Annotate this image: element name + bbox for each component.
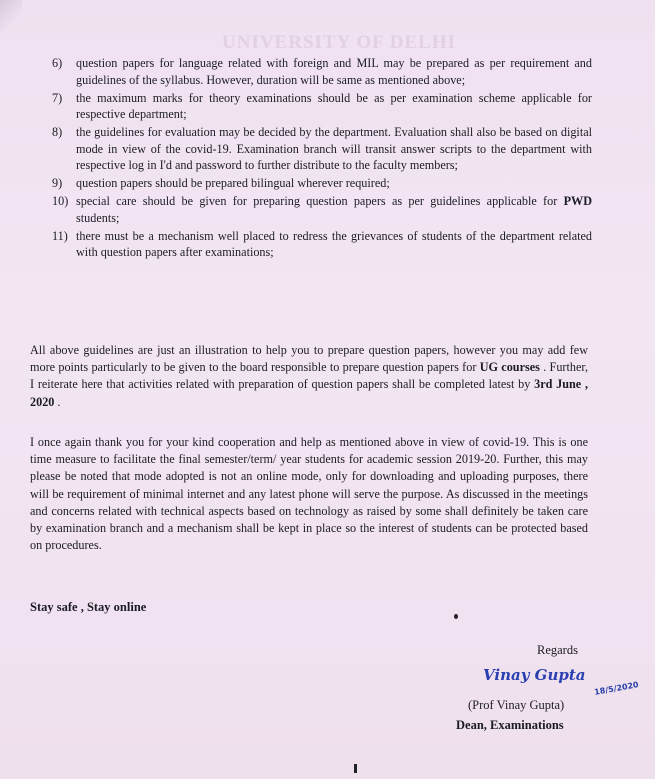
thanks-paragraph: I once again thank you for your kind cooperation and help as mentioned above in view of covid-19. This is one time measure to facilitate the final semester/term/ year students for academic session 2019-20. Further, this may please be noted that mode adopted is not an online mode, only for downloading and uploading purposes, there will be requirement of minimal internet and any latest phone will serve the purpose. As discussed in the meetings and concerns related with technical aspects based on technology as raised by some shall definitely be taken care by examination branch and a mechanism shall be kept in place so the interest of students can be protected based on procedures. — [30, 435, 588, 553]
item-number: 8) — [52, 125, 63, 139]
signatory-designation: Dean, Examinations — [456, 718, 564, 732]
signature-date: 18/5/2020 — [593, 680, 640, 697]
item-text: there must be a mechanism well placed to redress the grievances of students of the department related with question papers after examinations; — [76, 228, 592, 259]
list-item — [52, 55, 592, 88]
item-text: special care should be given for preparing question papers as per guidelines applicable for — [76, 194, 564, 208]
item-text: question papers for language related with foreign and MIL may be prepared as per requirement and guidelines of the syllabus. However, duration will be same as mentioned above; — [76, 56, 592, 87]
paragraph-text: All above guidelines are just an illustration to help you to prepare question papers, however you may add few more points particularly to be given to the board responsible to prepare question papers for — [30, 343, 588, 375]
item-text: students; — [76, 210, 120, 225]
deadline-date: 3rd June , 2020 — [30, 377, 588, 409]
signature-text: Vinay Gupta — [483, 666, 586, 684]
ink-dot — [454, 614, 458, 619]
item-number: 7) — [52, 90, 63, 105]
paragraph-text: . Further, I reiterate here that activities related with preparation of question papers shall be completed latest by — [30, 360, 588, 392]
list-item — [52, 90, 592, 123]
item-number: 9) — [52, 176, 63, 190]
item-text: the maximum marks for theory examinations should be as per examination scheme applicable for respective department; — [76, 90, 592, 121]
list-item — [52, 228, 592, 261]
item-bold-text: PWD — [563, 194, 592, 208]
ug-courses-emphasis: UG courses — [479, 360, 540, 375]
guidelines-list — [52, 55, 592, 262]
item-text: question papers should be prepared bilingual wherever required; — [76, 176, 390, 190]
page-fold-shadow — [0, 0, 22, 40]
item-number: 11) — [52, 228, 68, 243]
letterhead-watermark: UNIVERSITY OF DELHI — [222, 32, 457, 53]
ink-mark — [354, 764, 357, 773]
signatory-name: (Prof Vinay Gupta) — [468, 698, 565, 712]
list-item — [52, 124, 592, 174]
paragraph-text: . — [54, 394, 61, 409]
item-number: 6) — [52, 56, 63, 70]
regards-label: Regards — [537, 643, 578, 657]
list-item — [52, 175, 592, 192]
closing-line: Stay safe , Stay online — [30, 600, 147, 614]
list-item — [52, 193, 592, 226]
guidelines-summary-paragraph — [30, 342, 588, 411]
item-number: 10) — [52, 194, 69, 208]
item-text: the guidelines for evaluation may be decided by the department. Evaluation shall also be based on digital mode in view of the covid-19. Examination branch will transit answer scripts to the department with respective log in I'd and password to further distribute to the faculty members; — [76, 125, 592, 172]
